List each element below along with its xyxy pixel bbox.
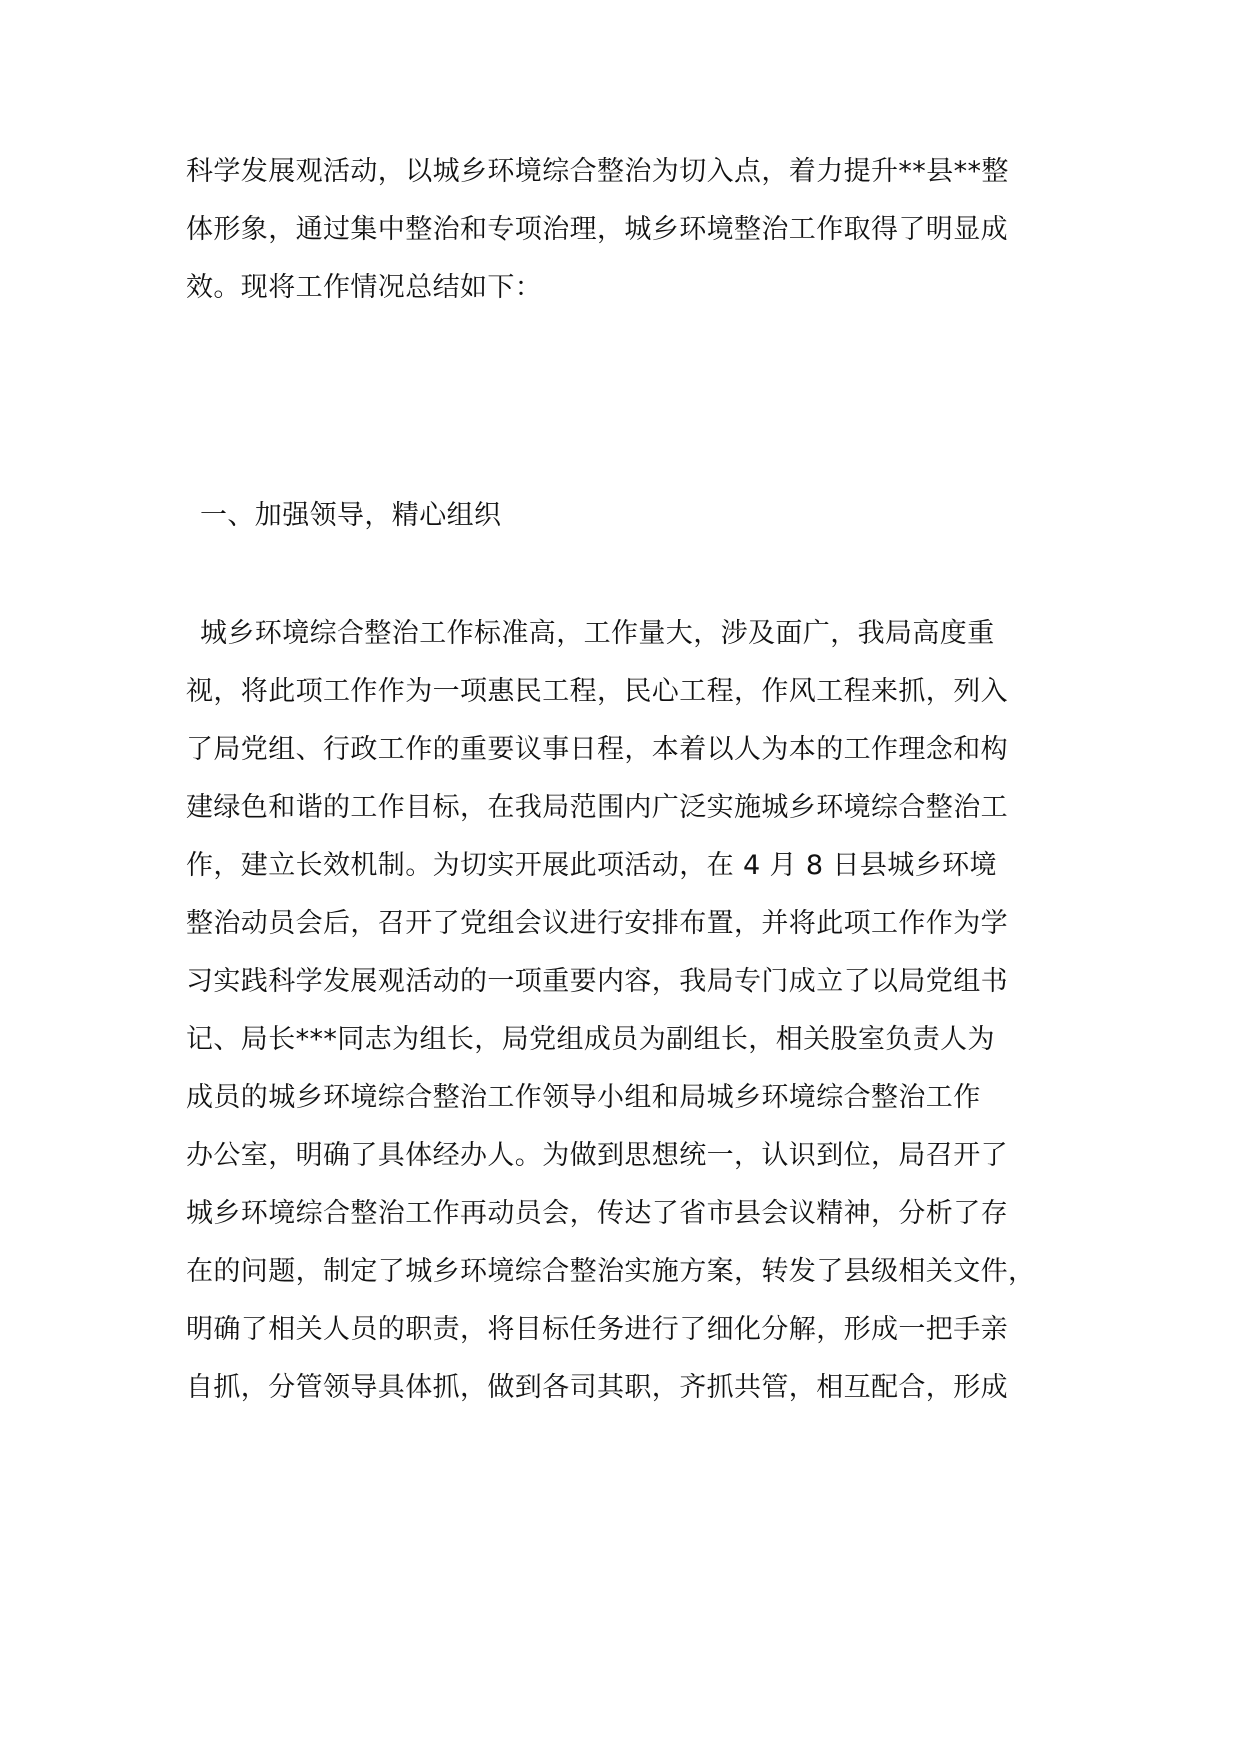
body-line-14: 自抓，分管领导具体抓，做到各司其职，齐抓共管，相互配合，形成	[186, 1372, 1008, 1403]
body-line-3: 了局党组、行政工作的重要议事日程，本着以人为本的工作理念和构	[186, 734, 1008, 765]
body-line-6: 整治动员会后，召开了党组会议进行安排布置，并将此项工作作为学	[186, 908, 1008, 939]
section-heading: 一、加强领导，精心组织	[200, 500, 502, 531]
body-line-12: 在的问题，制定了城乡环境综合整治实施方案，转发了县级相关文件，	[186, 1256, 1036, 1287]
body-line-13: 明确了相关人员的职责，将目标任务进行了细化分解，形成一把手亲	[186, 1314, 1008, 1345]
body-line-5: 作，建立长效机制。为切实开展此项活动，在 4 月 8 日县城乡环境	[186, 850, 997, 881]
body-line-9: 成员的城乡环境综合整治工作领导小组和局城乡环境综合整治工作	[186, 1082, 981, 1113]
body-line-4: 建绿色和谐的工作目标，在我局范围内广泛实施城乡环境综合整治工	[186, 792, 1008, 823]
intro-line-1: 科学发展观活动，以城乡环境综合整治为切入点，着力提升**县**整	[186, 156, 1009, 187]
body-line-7: 习实践科学发展观活动的一项重要内容，我局专门成立了以局党组书	[186, 966, 1008, 997]
body-line-8: 记、局长***同志为组长，局党组成员为副组长，相关股室负责人为	[186, 1024, 995, 1055]
intro-line-3: 效。现将工作情况总结如下：	[186, 272, 543, 303]
body-line-1: 城乡环境综合整治工作标准高，工作量大，涉及面广，我局高度重	[200, 618, 995, 649]
body-line-2: 视，将此项工作作为一项惠民工程，民心工程，作风工程来抓，列入	[186, 676, 1008, 707]
intro-line-2: 体形象，通过集中整治和专项治理，城乡环境整治工作取得了明显成	[186, 214, 1008, 245]
body-line-10: 办公室，明确了具体经办人。为做到思想统一，认识到位，局召开了	[186, 1140, 1008, 1171]
body-line-11: 城乡环境综合整治工作再动员会，传达了省市县会议精神，分析了存	[186, 1198, 1008, 1229]
